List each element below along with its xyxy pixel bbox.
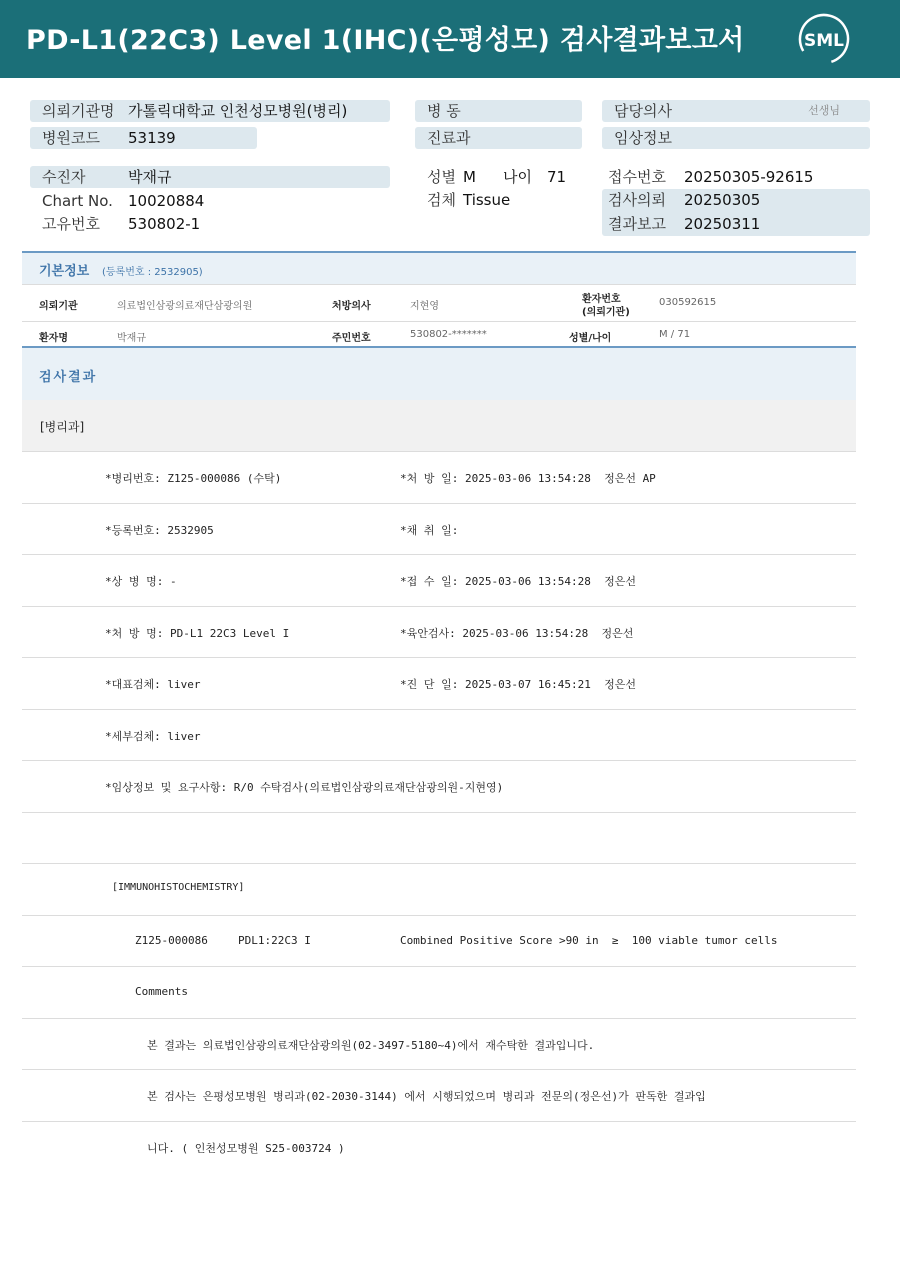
diagnosis-date: *진 단 일: 2025-03-07 16:45:21 정은선 [400,678,636,691]
result-line-4 [22,607,856,659]
patient-value: 박재규 [128,168,172,186]
age-label: 나이 [503,168,532,186]
result-line-ihc-heading [22,864,856,916]
specimen-value: Tissue [463,191,511,209]
receipt-date: *접 수 일: 2025-03-06 13:54:28 정은선 [400,575,636,588]
sex-age-value: M / 71 [659,329,691,340]
patient-no-label: 환자번호 [582,294,621,305]
patient-no-value: 030592615 [659,297,717,308]
patient-name-label: 환자명 [39,333,68,344]
sml-logo [798,13,850,65]
result-report-label: 결과보고 [608,215,666,233]
result-line-5 [22,658,856,710]
patient-no-label-sub: (의뢰기관) [582,307,630,318]
result-line-1 [22,452,856,504]
req-org-label: 의뢰기관 [39,301,78,312]
request-org-row [30,100,390,122]
order-name: *처 방 명: PD-L1 22C3 Level I [105,626,290,640]
result-line-blank [22,813,856,865]
result-line-2 [22,504,856,556]
result-line-ihc [22,916,856,968]
patient-row [30,166,390,188]
ihc-result: Combined Positive Score >90 in ≥ 100 viable tumor cells [400,933,778,947]
ihc-marker: PDL1:22C3 I [238,933,311,947]
receipt-no-label: 접수번호 [608,168,666,186]
specimen-label: 검체 [427,191,456,209]
department-label: 진료과 [427,129,471,147]
receipt-no-row [596,166,870,188]
result-line-comment-3 [22,1122,856,1174]
basic-info-table [22,251,856,348]
result-line-3 [22,555,856,607]
doctor-suffix: 선생님 [808,104,840,117]
chart-no-row [30,190,390,212]
ward-label: 병 동 [427,102,461,120]
test-request-value: 20250305 [684,191,761,209]
ihc-id: Z125-000086 [135,933,208,947]
dates-block [602,189,870,236]
clinical-info-label: 임상정보 [614,129,672,147]
main-specimen: *대표검체: liver [105,678,201,691]
sex-age-row [415,166,595,188]
unique-no-value: 530802-1 [128,215,201,233]
collection-date: *채 취 일: [400,523,459,537]
sex-age-label: 성별/나이 [569,333,612,344]
ward-row [415,100,582,122]
logo-text: SML [804,31,844,51]
clinical-info-row [602,127,870,149]
basic-info-header [22,253,856,284]
sex-label: 성별 [427,168,456,186]
comment-2: 본 검사는 은평성모병원 병리과(02-2030-3144) 에서 시행되었으며 병리과 전문의(정은선)가 판독한 결과입 [147,1090,706,1103]
pathology-no: *병리번호: Z125-000086 (수탁) [105,472,282,485]
age-value: 71 [547,168,567,186]
basic-info-title: 기본정보 [39,264,90,279]
report-title: PD-L1(22C3) Level 1(IHC)(은평성모) 검사결과보고서 [26,25,745,56]
comment-1: 본 결과는 의료법인삼광의료재단삼광의원(02-3497-5180~4)에서 재수탁한 결과입니다. [147,1038,595,1052]
ihc-heading: [IMMUNOHISTOCHEMISTRY] [112,882,245,893]
detail-specimen: *세부검체: liver [105,729,201,743]
report-header [0,0,900,78]
result-report-value: 20250311 [684,215,761,233]
request-org-value: 가톨릭대학교 인천성모병원(병리) [128,102,348,120]
clinical-request: *임상정보 및 요구사항: R/0 수탁검사(의료법인삼광의료재단삼광의원-지현영) [105,781,504,794]
results-header [22,348,856,400]
specimen-row [415,189,595,211]
result-line-7 [22,761,856,813]
disease-name: *상 병 명: - [105,575,177,588]
chart-no-label: Chart No. [42,192,113,210]
basic-info-subtitle: (등록번호 : 2532905) [102,267,203,278]
comments-label: Comments [135,985,188,998]
basic-info-row-2 [22,321,856,348]
comment-3: 니다. ( 인천성모병원 S25-003724 ) [147,1141,345,1155]
department-name: [병리과] [40,420,85,434]
unique-no-label: 고유번호 [42,215,100,233]
doctor-row [602,100,870,122]
results-title: 검사결과 [39,370,98,385]
department-header [22,400,856,452]
sex-value: M [463,168,476,186]
result-line-comment-1 [22,1019,856,1071]
hospital-code-value: 53139 [128,129,176,147]
hospital-code-label: 병원코드 [42,129,100,147]
test-request-label: 검사의뢰 [608,191,666,209]
receipt-no-value: 20250305-92615 [684,168,814,186]
department-row [415,127,582,149]
gross-exam: *육안검사: 2025-03-06 13:54:28 정은선 [400,626,634,640]
result-line-6 [22,710,856,762]
patient-label: 수진자 [42,168,86,186]
order-date: *처 방 일: 2025-03-06 13:54:28 정은선 AP [400,472,656,485]
result-line-comment-2 [22,1070,856,1122]
unique-no-row [30,213,390,235]
prescriber-label: 처방의사 [332,301,371,312]
resident-no-value: 530802-******* [410,329,487,340]
hospital-code-row [30,127,257,149]
patient-name-value: 박재규 [117,333,146,344]
resident-no-label: 주민번호 [332,333,371,344]
chart-no-value: 10020884 [128,192,205,210]
basic-info-row-1 [22,284,856,321]
req-org-value: 의료법인삼광의료재단삼광의원 [117,301,253,312]
registration-no: *등록번호: 2532905 [105,523,214,537]
result-line-comments [22,967,856,1019]
prescriber-value: 지현영 [410,301,439,312]
request-org-label: 의뢰기관명 [42,102,115,120]
doctor-label: 담당의사 [614,102,672,120]
